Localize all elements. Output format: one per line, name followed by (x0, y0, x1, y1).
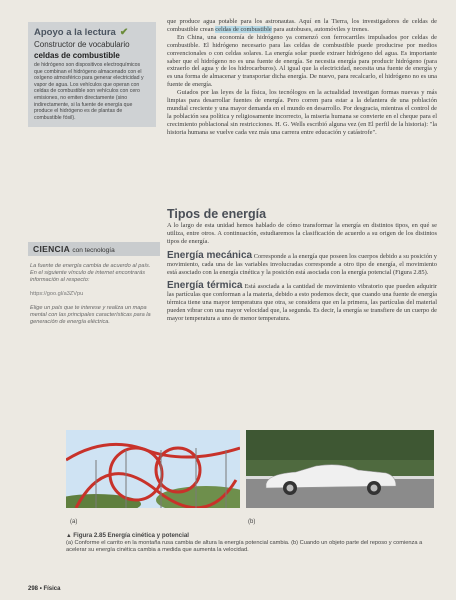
page-number: 298 (28, 586, 39, 592)
science-technology-box (28, 242, 160, 326)
thermal-energy-paragraph (167, 282, 437, 323)
box-title (34, 27, 150, 38)
box-title-text: Apoyo a la lectura (34, 27, 116, 38)
paragraph-3: Guiados por las leyes de la física, los tecnólogos en la actualidad investigan formas nuevas y más limpias para desarrollar fuentes de energía. Pero corren para estar a la delantera de una población mundial creciente y una mayor demanda en el mundo en desarrollo. Por desgracia, mientras el control de la población sea política y religiosamente incorrecto, la miseria humana se convierte en el cheque para el crecimiento poblacional sin restricciones. H. G. Wells escribió alguna vez (en El perfil de la historia): "la historia humana se vuelve cada vez más una carrera entre educación y catástrofe". (167, 89, 437, 136)
highlighted-term: celdas de combustible (215, 25, 272, 33)
vocabulary-definition: de hidrógeno son dispositivos electroquímicos que combinan el hidrógeno almacenado con el oxígeno atmosférico para generar electricidad y vapor de agua. Los vehículos que operan con celdas de combustible son vehículos con cero emisiones, no emiten directamente (sino indirectamente, si la fuente de energía que produce el hidrógeno es de plantas de combustible fósil). (34, 62, 144, 121)
paragraph-2: En China, una economía de hidrógeno ya comenzó con ferrocarriles impulsados por celdas de combustible. El hidrógeno necesario para las celdas de combustible puede producirse por medios convencionales o con celdas solares. La energía solar puede extraer hidrógeno del agua. Es importante saber que el hidrógeno no es una fuente de energía. Se necesita energía para producir hidrógeno (para extraerlo del agua y de los hidrocarburos). Al igual que la electricidad, necesita una fuente de energía y es una forma de almacenar y transportar dicha energía. De nuevo, para recalcarlo, el hidrógeno no es una fuente de energía. (167, 33, 437, 89)
caption-text: (a) Conforme el carrito en la montaña rusa cambia de altura la energía potencial cambia. (b) Cuando un objeto parte del reposo y comienza a acelerar su energía cinética cambia a medida que aumenta la velocidad. (66, 540, 423, 553)
mechanical-energy-paragraph (167, 249, 437, 277)
caption-title: Figura 2.85 (73, 532, 106, 539)
figure-label-b: (b) (248, 519, 256, 525)
thermal-energy-title: Energía térmica (167, 280, 243, 292)
science-heading-main: CIENCIA (33, 244, 71, 254)
main-text-top (167, 18, 437, 137)
box-subtitle: Constructor de vocabulario (34, 40, 130, 49)
science-box-heading (28, 242, 160, 256)
subject-name: Física (43, 586, 61, 592)
page-footer (28, 586, 60, 592)
footer-separator: • (39, 586, 42, 592)
vocabulary-term: celdas de combustible (34, 51, 120, 60)
figure-caption (66, 532, 440, 554)
vocabulary-box (28, 22, 156, 127)
caption-bold: Energía cinética y potencial (107, 532, 189, 539)
thermal-energy-text: Está asociada a la cantidad de movimiento vibratorio que pueden adquirir las partículas que conforman a la materia, debido a esto podemos decir, que cuando una fuente de energía térmica tiene una mayor temperatura que otra, se considera que en la primera, las partículas del material pueden vibrar con una mayor velocidad que, la segunda. Es decir, la energía se transfiere de un cuerpo de mayor temperatura a uno de menor temperatura. (167, 283, 437, 323)
science-heading-small: con tecnología (72, 247, 115, 254)
car-photo (246, 430, 434, 508)
caption-triangle-icon: ▲ (66, 533, 72, 539)
p1-part-b: para autobuses, automóviles y trenes. (271, 25, 369, 33)
main-text-types (167, 222, 437, 323)
check-icon: ✔ (119, 27, 129, 38)
paragraph-1 (167, 18, 437, 34)
science-text-2: Elige un país que te interese y realiza un mapa mental con las principales características para la generación de energía eléctrica. (30, 305, 151, 325)
science-text-1: La fuente de energía cambia de acuerdo al país. En el siguiente vínculo de internet encontrarás información al respecto: (30, 263, 151, 283)
p1-part-a: que produce agua potable para los astronautas. Aquí en la Tierra, los investigadores de celdas de combustible crean (167, 18, 437, 33)
figure-label-a: (a) (70, 519, 78, 525)
science-link[interactable]: https://goo.gl/a3ZVpu (30, 291, 84, 297)
types-intro: A lo largo de esta unidad hemos hablado de cómo transformar la energía en distintos tipos, en qué se utiliza, entre otros. A continuación, estudiaremos la clasificación de acuerdo a su origen de los distintos tipos de energía. (167, 222, 437, 245)
mechanical-energy-text: Corresponde a la energía que poseen los cuerpos debido a su posición y movimiento, cada una de las variables involucradas corresponde a otro tipo de energía, el movimiento está asociado con la energía cinética y la posición está asociada con la energía potencial (Figura 2.85). (167, 252, 437, 276)
roller-coaster-photo (66, 430, 240, 508)
section-heading: Tipos de energía (167, 207, 267, 221)
mechanical-energy-title: Energía mecánica (167, 249, 253, 261)
reading-support-box (28, 22, 156, 127)
